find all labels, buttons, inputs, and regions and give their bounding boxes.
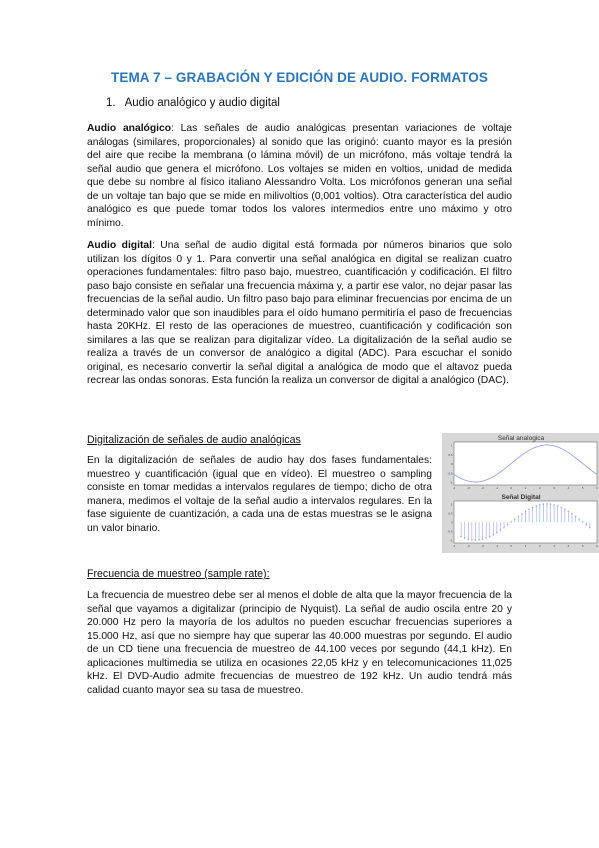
digital-sample-point xyxy=(557,505,559,507)
digital-sample-point xyxy=(528,508,530,510)
digital-audio-text: : Una señal de audio digital está formada por números binarios que solo utilizan los dígitos 0 y 1. Para convertir una señal analógica en digital se realizan cuatro operaciones fundamentales: filtro paso bajo, muestreo, cuantificación y codificación. El filtro paso bajo consiste en señalar una frecuencia máxima y, a partir ese valor, no dejar pasar las frecuencias de la señal audio. Un filtro paso bajo para eliminar frecuencias por encima de un determinado valor que son inaudibles para el oído humano permitiría el paso de frecuencias hasta 20KHz. El resto de las operaciones de muestreo, cuantificación y codificación son similares a las que se realizan para digitalizar vídeo. La digitalización de la señal audio se realiza a través de un conversor de analógico a digital (ADC). Para escuchar el sonido original, es necesario convertir la señal digital a analógica de modo que el altavoz pueda recrear las ondas sonoras. Esta función la realiza un conversor de digital a analógico (DAC). xyxy=(87,240,512,387)
y-tick-label: 0 xyxy=(450,462,453,466)
y-tick-label: -0.5 xyxy=(447,529,453,534)
x-tick-label: 6 xyxy=(596,544,598,548)
x-tick-label: 1 xyxy=(524,544,527,548)
digital-sample-point xyxy=(478,539,480,541)
digital-audio-term: Audio digital xyxy=(87,240,152,251)
x-tick-label: 5 xyxy=(581,544,584,548)
x-tick-label: -1 xyxy=(495,544,499,548)
x-tick-label: -4 xyxy=(452,544,456,548)
analog-signal-title: Señal analogica xyxy=(497,435,545,442)
digital-sample-point xyxy=(568,511,570,513)
digital-sample-point xyxy=(578,518,580,520)
sample-rate-paragraph: La frecuencia de muestreo debe ser al menos el doble de alta que la mayor frecuencia de la señal que vayamos a digitalizar (principio de Nyquist). La señal de audio oscila entre 20 y 20.000 Hz pero la mayoría de los adultos no pueden escuchar frecuencias superiores a 15.000 Hz, así que no siempre hay que superar las 40.000 muestras por segundo. El audio de un CD tiene una frecuencia de muestreo de 44.100 veces por segundo (44,1 kHz). En aplicaciones multimedia se utiliza en ocasiones 22,05 kHz y en telecomunicaciones 11,025 kHz. El DVD-Audio admite frecuencias de muestreo de 192 kHz. Un audio tendrá más calidad cuanto mayor sea su tasa de muestreo. xyxy=(87,590,512,696)
digital-sample-point xyxy=(493,534,495,536)
digital-sample-point xyxy=(489,536,491,538)
digital-sample-point xyxy=(564,508,566,510)
x-tick-label: -2 xyxy=(481,486,484,490)
digital-sample-point xyxy=(585,524,587,526)
digital-sample-point xyxy=(475,539,477,541)
digital-sample-point xyxy=(482,538,484,540)
digital-sample-point xyxy=(503,527,505,529)
section-heading-audio xyxy=(106,97,280,109)
digital-signal-title: Señal Digital xyxy=(501,494,541,501)
x-tick-label: 2 xyxy=(538,544,541,548)
y-tick-label: -1 xyxy=(449,480,453,485)
digital-sample-point xyxy=(460,536,462,538)
digital-sample-point xyxy=(535,505,537,507)
digital-sample-point xyxy=(471,539,473,541)
signal-figure-svg xyxy=(442,433,599,553)
x-tick-label: -2 xyxy=(481,544,484,548)
x-tick-label: 4 xyxy=(567,544,570,548)
y-tick-label: -0.5 xyxy=(447,471,453,476)
digital-sample-point xyxy=(525,511,527,513)
digitalization-paragraph: En la digitalización de señales de audio hay dos fases fundamentales: muestreo y cuantificación (igual que en vídeo). El muestreo o sampling consiste en tomar medidas a intervalos regulares de tiempo; dicho de otra manera, medimos el voltaje de la señal audio a intervalos regulares. En la fase siguiente de cuantización, a cada una de estas muestras se le asigna un valor binario. xyxy=(87,455,432,534)
x-tick-label: 6 xyxy=(596,486,598,490)
digital-sample-point xyxy=(507,524,509,526)
digitalization-heading: Digitalización de señales de audio analógicas xyxy=(87,434,301,446)
y-tick-label: 1 xyxy=(450,443,453,448)
digital-sample-point xyxy=(560,507,562,509)
section-number: 1. xyxy=(106,97,116,109)
analog-audio-text: : Las señales de audio analógicas presentan variaciones de voltaje análogas (similares, proporcionales) al sonido que las originó: cuanto mayor es la presión del aire que recibe la membrana (o lámina móvil) de un micrófono, más voltaje tendrá la señal audio que genera el micrófono. Los voltajes se miden en voltios, unidad de medida que debe su nombre al físico italiano Alessandro Volta. Los micrófonos generan una señal de un voltaje tan bajo que se mide en milivoltios (0,001 voltios). Otra característica del audio analógico es que puede tomar todos los valores intermedios entre uno máximo y otro mínimo. xyxy=(87,123,512,229)
x-tick-label: -3 xyxy=(466,544,470,548)
x-tick-label: -3 xyxy=(466,486,470,490)
y-tick-label: 1 xyxy=(450,502,453,507)
x-tick-label: -1 xyxy=(495,486,499,490)
x-tick-label: 4 xyxy=(567,486,570,490)
digital-sample-point xyxy=(500,529,502,531)
signal-figure xyxy=(442,433,599,553)
y-tick-label: 0 xyxy=(450,520,453,525)
analog-signal-axes xyxy=(454,442,597,485)
y-tick-label: 0.5 xyxy=(448,452,453,457)
analog-audio-term: Audio analógico xyxy=(87,123,172,134)
digital-sample-point xyxy=(571,513,573,515)
y-tick-label: 0.5 xyxy=(448,511,453,516)
analog-audio-paragraph xyxy=(87,122,512,230)
digital-sample-point xyxy=(550,503,552,505)
x-tick-label: 3 xyxy=(553,486,555,490)
x-tick-label: 5 xyxy=(581,486,584,490)
x-tick-label: 0 xyxy=(510,544,513,548)
x-tick-label: 2 xyxy=(538,486,541,490)
digital-sample-point xyxy=(589,527,591,529)
digital-sample-point xyxy=(518,516,520,518)
x-tick-label: -4 xyxy=(452,486,456,490)
digital-sample-point xyxy=(546,503,548,505)
digital-sample-point xyxy=(514,518,516,520)
digital-sample-point xyxy=(496,532,498,534)
digital-audio-paragraph xyxy=(87,239,512,388)
x-tick-label: 3 xyxy=(553,544,555,548)
sample-rate-heading: Frecuencia de muestreo (sample rate): xyxy=(87,568,270,580)
digital-sample-point xyxy=(575,516,577,518)
digital-sample-point xyxy=(468,538,470,540)
digital-sample-point xyxy=(582,521,584,523)
digital-sample-point xyxy=(553,504,555,506)
digital-sample-point xyxy=(510,521,512,523)
section-label: Audio analógico y audio digital xyxy=(124,97,280,109)
y-tick-label: -1 xyxy=(449,538,453,543)
digital-sample-point xyxy=(543,503,545,505)
digital-sample-point xyxy=(539,504,541,506)
digital-sample-point xyxy=(532,507,534,509)
digital-sample-point xyxy=(521,513,523,515)
x-tick-label: 0 xyxy=(510,486,513,490)
digital-sample-point xyxy=(464,537,466,539)
page-title: TEMA 7 – GRABACIÓN Y EDICIÓN DE AUDIO. FORMATOS xyxy=(111,70,488,85)
x-tick-label: 1 xyxy=(524,486,527,490)
digital-sample-point xyxy=(485,537,487,539)
